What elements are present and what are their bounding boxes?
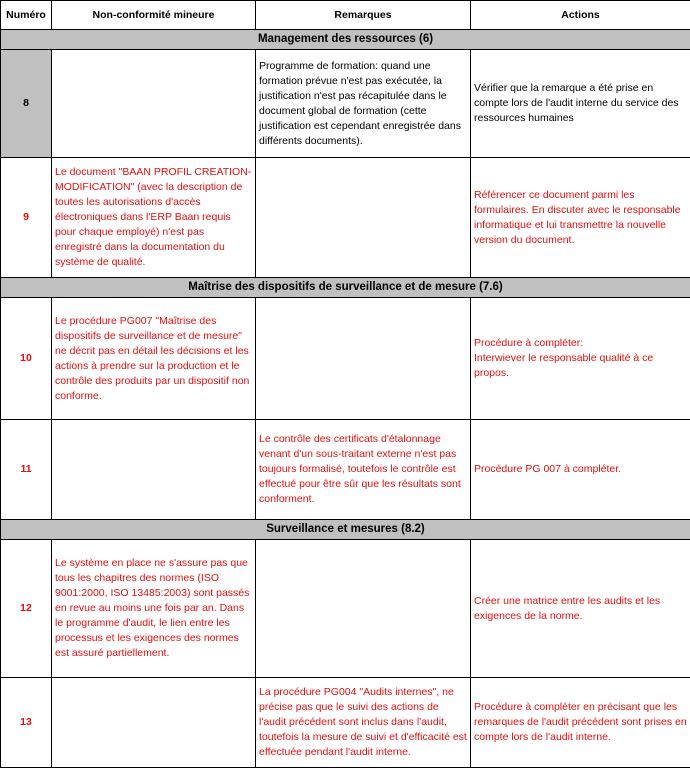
row-remarques: La procédure PG004 "Audits internes", ne précise pas que le suivi des actions de l'audit précédent sont inclus dans l'audit, toutefois la mesure de suivi et d'efficacité est effectuée pendant l'audit interne. — [256, 678, 471, 768]
header-nonconformite: Non-conformité mineure — [52, 1, 256, 30]
row-numero: 8 — [1, 50, 52, 158]
header-row — [1, 1, 690, 30]
row-actions: Procédure PG 007 à compléter. — [471, 420, 690, 520]
row-remarques — [256, 158, 471, 278]
section-title-ressources: Management des ressources (6) — [1, 30, 690, 50]
row-nonconformite: Le procédure PG007 "Maîtrise des dispositifs de surveillance et de mesure" ne décrit pas en détail les décisions et les actions à prendre sur la production et le contrôle des produits par un dispositif non conforme. — [52, 298, 256, 420]
row-numero: 13 — [1, 678, 52, 768]
row-remarques: Le contrôle des certificats d'étalonnage venant d'un sous-traitant externe n'est pas toujours formalisé, toutefois le contrôle est effectué pour être sûr que les résultats sont conforment. — [256, 420, 471, 520]
table-row — [1, 298, 690, 420]
row-numero: 12 — [1, 540, 52, 678]
row-actions-line: Procédure à compléter: — [474, 337, 584, 349]
row-nonconformite: Le document "BAAN PROFIL CREATION-MODIFICATION" (avec la description de toutes les autorisations d'accès électroniques dans l'ERP Baan requis pour chaque employé) n'est pas enregistré dans la documentation du système de qualité. — [52, 158, 256, 278]
table-row — [1, 158, 690, 278]
row-nonconformite — [52, 50, 256, 158]
row-numero: 10 — [1, 298, 52, 420]
row-actions: Procédure à compléter en précisant que les remarques de l'audit précédent sont prises en compte lors de l'audit interne. — [471, 678, 690, 768]
row-actions — [471, 298, 690, 420]
section-row — [1, 30, 690, 50]
header-numero: Numéro — [1, 1, 52, 30]
row-numero: 9 — [1, 158, 52, 278]
row-actions-line: Interwiever le responsable qualité à ce propos. — [474, 352, 654, 379]
section-title-dispositifs: Maîtrise des dispositifs de surveillance et de mesure (7.6) — [1, 278, 690, 298]
section-row — [1, 520, 690, 540]
row-remarques — [256, 540, 471, 678]
header-actions: Actions — [471, 1, 690, 30]
table-row — [1, 420, 690, 520]
row-actions: Créer une matrice entre les audits et les exigences de la norme. — [471, 540, 690, 678]
row-nonconformite: Le système en place ne s'assure pas que tous les chapitres des normes (ISO 9001:2000, ISO 13485:2003) sont passés en revue au moins une fois par an. Dans le programme d'audit, le lien entre les processus et les exigences des normes est assuré partiellement. — [52, 540, 256, 678]
table-row — [1, 540, 690, 678]
section-title-surveillance: Surveillance et mesures (8.2) — [1, 520, 690, 540]
row-remarques — [256, 298, 471, 420]
header-remarques: Remarques — [256, 1, 471, 30]
section-row — [1, 278, 690, 298]
row-numero: 11 — [1, 420, 52, 520]
table-row — [1, 50, 690, 158]
row-remarques: Programme de formation: quand une formation prévue n'est pas exécutée, la justification n'est pas récapitulée dans le document global de formation (cette justification est cependant enregistrée dans différents documents). — [256, 50, 471, 158]
row-actions: Vérifier que la remarque a été prise en compte lors de l'audit interne du service des ressources humaines — [471, 50, 690, 158]
row-nonconformite — [52, 420, 256, 520]
row-actions: Référencer ce document parmi les formulaires. En discuter avec le responsable informatique et lui transmettre la nouvelle version du document. — [471, 158, 690, 278]
row-nonconformite — [52, 678, 256, 768]
table-row — [1, 678, 690, 768]
